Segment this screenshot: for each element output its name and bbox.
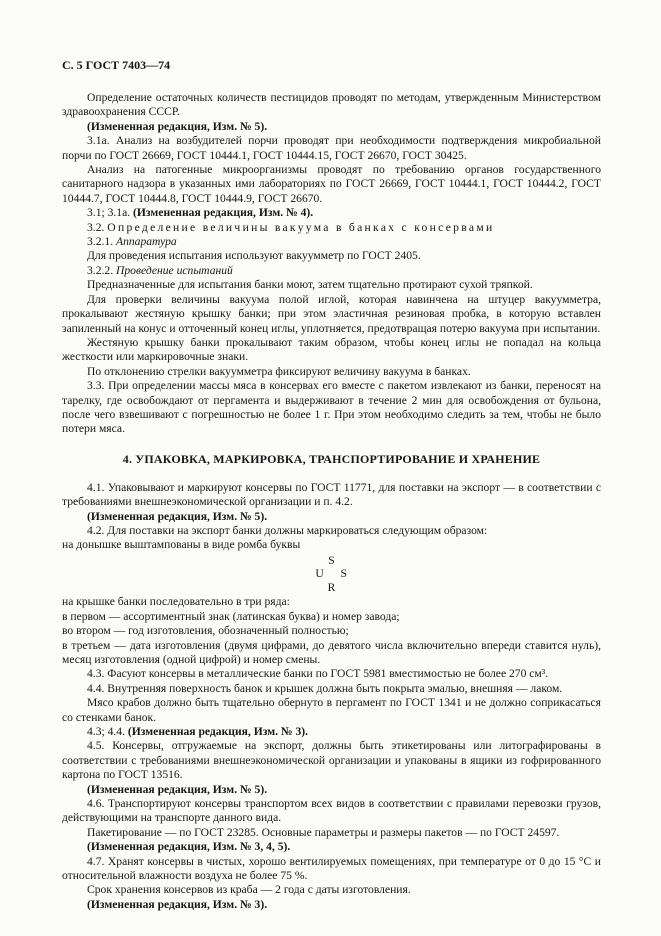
- stamp-diamond: [62, 554, 601, 595]
- paragraph: [62, 610, 601, 624]
- paragraph: [62, 855, 601, 884]
- amendment-note: [62, 783, 601, 797]
- text-run: (Измененная редакция, Изм. № 4).: [133, 206, 314, 220]
- text-run: 3.3. При определении массы мяса в консервах его вместе с пакетом извлекают из банки, переносят на тарелку, где освобождают от пергамента и выдерживают в течение 2 мин для освобождения от бульона, после чего взвешивают с погрешностью не более 1 г. При этом необходимо следить за тем, чтобы не было потери мяса.: [62, 379, 601, 436]
- text-run: Аппаратура: [115, 235, 177, 249]
- amendment-note: [62, 206, 601, 220]
- text-run: 4.2. Для поставки на экспорт банки должны маркироваться следующим образом:: [87, 523, 488, 537]
- amendment-note: [62, 510, 601, 524]
- paragraph: [62, 365, 601, 379]
- paragraph: [62, 826, 601, 840]
- document-body: [62, 91, 601, 912]
- paragraph: [62, 134, 601, 163]
- stamp-letter-left: U: [315, 567, 324, 581]
- text-run: Предназначенные для испытания банки моют, затем тщательно протирают сухой тряпкой.: [87, 278, 533, 292]
- paragraph: [62, 481, 601, 510]
- text-run: Проведение испытаний: [115, 263, 233, 277]
- text-run: 4.1. Упаковывают и маркируют консервы по ГОСТ 11771, для поставки на экспорт — в соответствии с требованиями внешнеэкономической организации и п. 4.2.: [62, 480, 601, 509]
- text-run: 4.3; 4.4.: [87, 724, 128, 738]
- text-run: во втором — год изготовления, обозначенный полностью;: [62, 624, 349, 638]
- stamp-letter-top: S: [328, 553, 335, 567]
- text-run: 4.5. Консервы, отгружаемые на экспорт, должны быть этикетированы или литографированы в соответствии с требованиями внешнеэкономической организации и упакованы в ящики из гофрированного картона по ГОСТ 13516.: [62, 739, 601, 782]
- text-run: на крышке банки последовательно в три ряда:: [62, 595, 290, 609]
- paragraph: [62, 524, 601, 538]
- text-run: Для проведения испытания используют вакуумметр по ГОСТ 2405.: [87, 249, 421, 263]
- text-run: Срок хранения консервов из краба — 2 года с даты изготовления.: [87, 883, 411, 897]
- paragraph: [62, 249, 601, 263]
- text-run: 3.1а. Анализ на возбудителей порчи проводят при необходимости подтверждения микробиальной порчи по ГОСТ 26669, ГОСТ 10444.1, ГОСТ 10444.15, ГОСТ 26670, ГОСТ 30425.: [62, 134, 601, 162]
- paragraph: [62, 883, 601, 897]
- paragraph: [62, 696, 601, 725]
- text-run: (Измененная редакция, Изм. № 5).: [87, 119, 268, 133]
- text-run: По отклонению стрелки вакуумметра фиксируют величину вакуума в банках.: [87, 364, 471, 378]
- paragraph: [62, 221, 601, 235]
- paragraph: [62, 91, 601, 120]
- paragraph: [62, 739, 601, 782]
- stamp-letter-bottom: R: [327, 580, 336, 594]
- paragraph: [62, 336, 601, 365]
- paragraph: [62, 293, 601, 336]
- text-run: 3.2.1.: [87, 235, 116, 249]
- text-run: Мясо крабов должно быть тщательно обернуто в пергамент по ГОСТ 1341 и не должно соприкасаться со стенками банок.: [62, 696, 601, 724]
- text-run: Анализ на патогенные микроорганизмы проводят по требованию органов государственного санитарного надзора в указанных ими лабораториях по ГОСТ 26669, ГОСТ 10444.1, ГОСТ 10444.2, ГОСТ 10444.7, ГОСТ 10444.8, ГОСТ 10444.9, ГОСТ 26670.: [62, 163, 601, 205]
- paragraph: [62, 264, 601, 278]
- text-run: Определение остаточных количеств пестицидов проводят по методам, утвержденным Министерством здравоохранения СССР.: [62, 91, 601, 119]
- text-run: 4.3. Фасуют консервы в металлические банки по ГОСТ 5981 вместимостью не более 270 см³.: [87, 667, 549, 681]
- text-run: в первом — ассортиментный знак (латинская буква) и номер завода;: [62, 609, 400, 623]
- stamp-row: [62, 554, 601, 568]
- text-run: Пакетирование — по ГОСТ 23285. Основные параметры и размеры пакетов — по ГОСТ 24597.: [87, 825, 560, 839]
- paragraph: [62, 667, 601, 681]
- text-run: 4.7. Хранят консервы в чистых, хорошо вентилируемых помещениях, при температуре от 0 до 15 °С и относительной влажности воздуха не более 75 %.: [62, 854, 601, 882]
- paragraph: [62, 235, 601, 249]
- paragraph: [62, 797, 601, 826]
- amendment-note: [62, 725, 601, 739]
- paragraph: [62, 379, 601, 437]
- text-run: (Измененная редакция, Изм. № 3).: [127, 724, 308, 738]
- stamp-row: [62, 581, 601, 595]
- text-run: Для проверки величины вакуума полой иглой, которая навинчена на штуцер вакуумметра, прокалывают жестяную крышку банки; при этом эластичная резиновая пробка, в которую вставлен запиленный на конус и отточенный конец иглы, уплотняется, предотвращая потерю вакуума при испытании.: [62, 292, 601, 335]
- text-run: на донышке выштампованы в виде ромба буквы: [62, 538, 301, 552]
- paragraph: [62, 595, 601, 609]
- text-run: 4.6. Транспортируют консервы транспортом всех видов в соответствии с правилами перевозки грузов, действующими на транспорте данного вида.: [62, 796, 601, 825]
- text-run: 3.2.: [87, 220, 108, 234]
- text-run: (Измененная редакция, Изм. № 3).: [87, 897, 268, 911]
- stamp-letter-right: S: [340, 567, 347, 581]
- text-run: (Измененная редакция, Изм. № 5).: [87, 509, 268, 523]
- paragraph: [62, 639, 601, 668]
- text-run: Определение величины вакуума в банках с консервами: [107, 220, 495, 234]
- paragraph: [62, 163, 601, 206]
- text-run: (Измененная редакция, Изм. № 3, 4, 5).: [87, 840, 291, 854]
- amendment-note: [62, 120, 601, 134]
- section-heading: [62, 452, 601, 467]
- paragraph: [62, 278, 601, 292]
- text-run: 3.2.2.: [87, 263, 116, 277]
- paragraph: [62, 538, 601, 552]
- amendment-note: [62, 898, 601, 912]
- text-run: (Измененная редакция, Изм. № 5).: [87, 782, 268, 796]
- text-run: 4.4. Внутренняя поверхность банок и крышек должна быть покрыта эмалью, внешняя — лаком.: [87, 681, 563, 695]
- paragraph: [62, 624, 601, 638]
- stamp-row: [62, 567, 601, 581]
- text-run: Жестяную крышку банки прокалывают таким образом, чтобы конец иглы не попадал на кольца жесткости или маркировочные знаки.: [62, 335, 601, 364]
- paragraph: [62, 682, 601, 696]
- amendment-note: [62, 840, 601, 854]
- text-run: 4. УПАКОВКА, МАРКИРОВКА, ТРАНСПОРТИРОВАНИЕ И ХРАНЕНИЕ: [122, 451, 541, 466]
- page-header: С. 5 ГОСТ 7403—74: [62, 58, 171, 72]
- text-run: 3.1; 3.1а.: [87, 206, 134, 220]
- text-run: в третьем — дата изготовления (двумя цифрами, до девятого числа включительно впереди ставится нуль), месяц изготовления (одной цифрой) и номер смены.: [62, 638, 601, 666]
